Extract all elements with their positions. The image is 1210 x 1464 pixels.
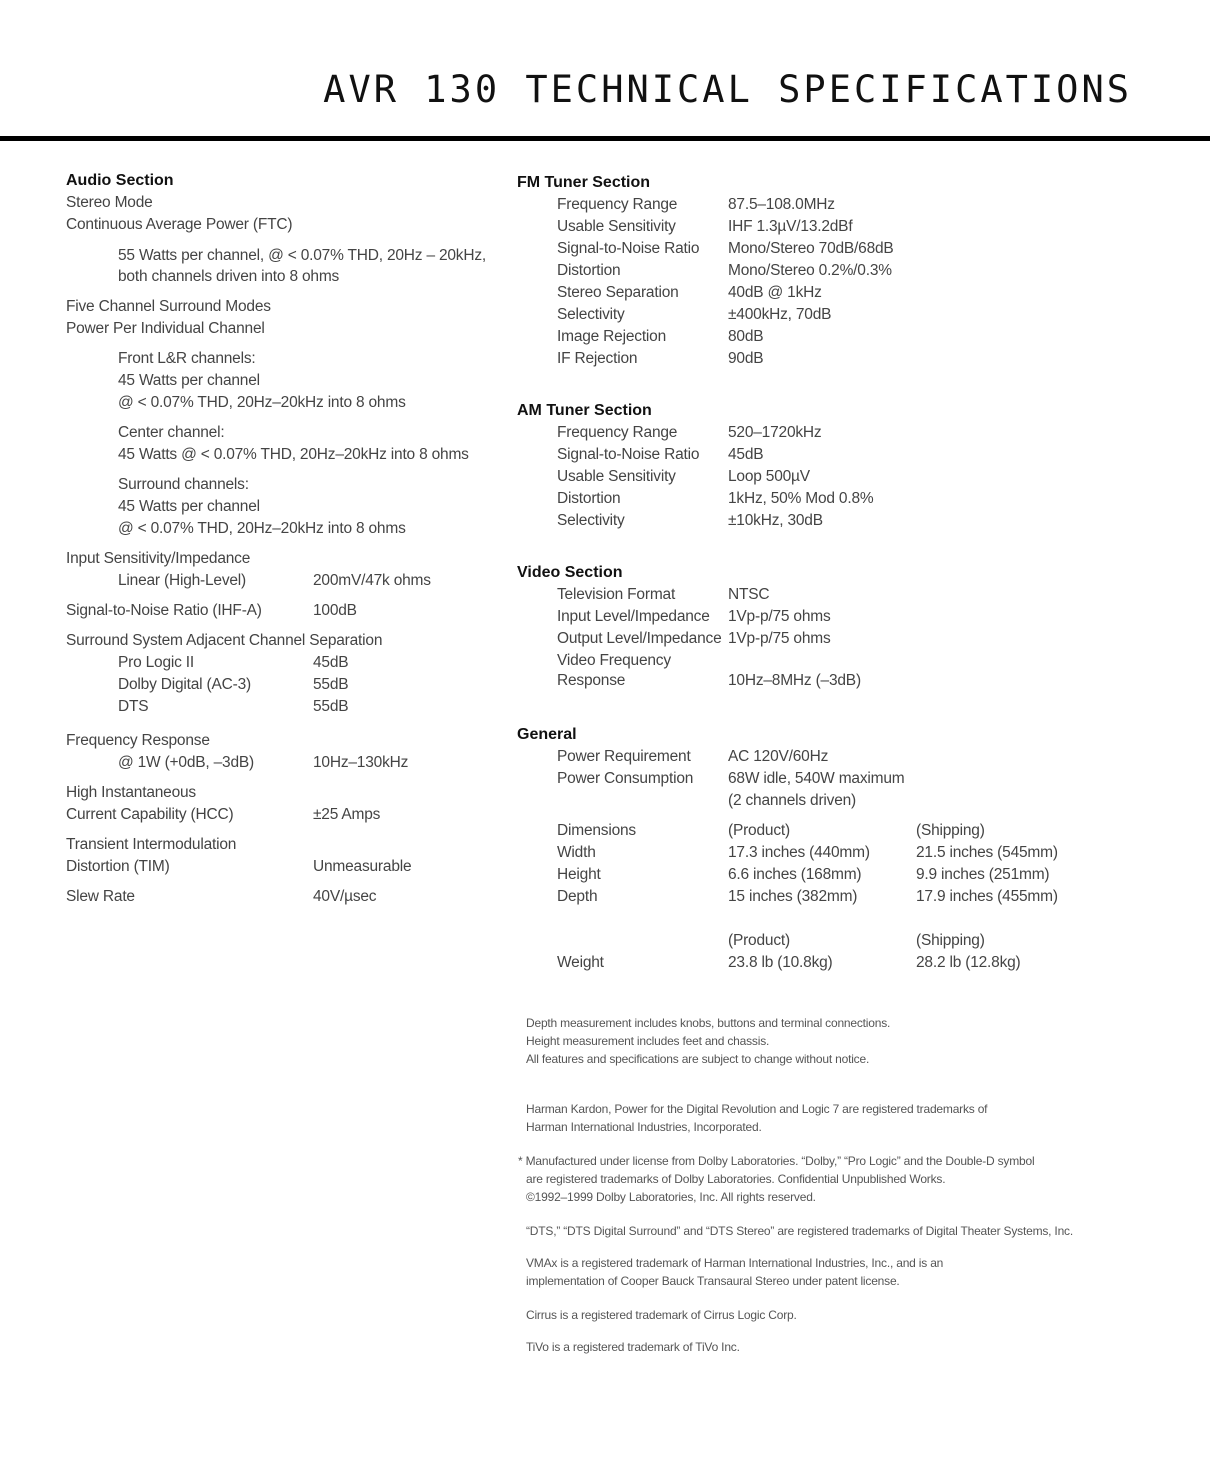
dimension-label: Height <box>557 866 601 883</box>
slew-rate-value: 40V/µsec <box>313 888 377 905</box>
surround-channels-label: Surround channels: <box>118 476 249 493</box>
fm-row-label: Stereo Separation <box>557 284 679 301</box>
footnote-line: * Manufactured under license from Dolby Laboratories. “Dolby,” “Pro Logic” and the Double-D symbol <box>518 1154 1035 1168</box>
footnote-line: ©1992–1999 Dolby Laboratories, Inc. All rights reserved. <box>526 1190 816 1204</box>
video-heading: Video Section <box>517 564 623 581</box>
dimension-shipping: 21.5 inches (545mm) <box>916 844 1058 861</box>
product-column-header: (Product) <box>728 822 790 839</box>
am-row-value: 1kHz, 50% Mod 0.8% <box>728 490 874 507</box>
weight-product-header: (Product) <box>728 932 790 949</box>
page-title: AVR 130 TECHNICAL SPECIFICATIONS <box>323 68 1132 111</box>
shipping-column-header: (Shipping) <box>916 822 985 839</box>
video-frequency-label-2: Response <box>557 672 626 689</box>
fm-row-label: Signal-to-Noise Ratio <box>557 240 700 257</box>
weight-product: 23.8 lb (10.8kg) <box>728 954 833 971</box>
pro-logic-label: Pro Logic II <box>118 654 195 671</box>
fm-row-value: 40dB @ 1kHz <box>728 284 822 301</box>
footnote-line: Harman Kardon, Power for the Digital Revolution and Logic 7 are registered trademarks of <box>526 1102 988 1116</box>
hcc-label: Current Capability (HCC) <box>66 806 234 823</box>
dts-label: DTS <box>118 698 149 715</box>
general-heading: General <box>517 726 577 743</box>
dolby-digital-label: Dolby Digital (AC-3) <box>118 676 251 693</box>
linear-value: 200mV/47k ohms <box>313 572 431 589</box>
per-channel-label: Power Per Individual Channel <box>66 320 265 337</box>
am-row-label: Signal-to-Noise Ratio <box>557 446 700 463</box>
fm-row-value: ±400kHz, 70dB <box>728 306 832 323</box>
fm-heading: FM Tuner Section <box>517 174 651 191</box>
five-channel-label: Five Channel Surround Modes <box>66 298 271 315</box>
footnote-line: All features and specifications are subject to change without notice. <box>526 1052 870 1066</box>
footnote-line: implementation of Cooper Bauck Transaural Stereo under patent license. <box>526 1274 900 1288</box>
dimension-shipping: 17.9 inches (455mm) <box>916 888 1058 905</box>
video-frequency-label-1: Video Frequency <box>557 652 671 669</box>
power-consumption-label: Power Consumption <box>557 770 694 787</box>
video-row-label: Output Level/Impedance <box>557 630 722 647</box>
am-row-value: Loop 500µV <box>728 468 810 485</box>
dolby-digital-value: 55dB <box>313 676 349 693</box>
header-rule <box>0 136 1210 141</box>
fm-row-value: 87.5–108.0MHz <box>728 196 835 213</box>
footnote-line: “DTS,” “DTS Digital Surround” and “DTS Stereo” are registered trademarks of Digital Theater Systems, Inc. <box>526 1224 1073 1238</box>
video-row-value: NTSC <box>728 586 770 603</box>
tim-value: Unmeasurable <box>313 858 412 875</box>
frequency-response-value: 10Hz–130kHz <box>313 754 409 771</box>
power-spec-line2: both channels driven into 8 ohms <box>118 268 340 285</box>
audio-heading: Audio Section <box>66 172 174 189</box>
power-consumption-value: 68W idle, 540W maximum <box>728 770 905 787</box>
fm-row-value: 90dB <box>728 350 764 367</box>
weight-shipping-header: (Shipping) <box>916 932 985 949</box>
front-channels-label: Front L&R channels: <box>118 350 256 367</box>
dts-value: 55dB <box>313 698 349 715</box>
fm-row-label: Selectivity <box>557 306 625 323</box>
am-row-value: ±10kHz, 30dB <box>728 512 823 529</box>
video-row-label: Television Format <box>557 586 676 603</box>
snr-value: 100dB <box>313 602 357 619</box>
fm-row-label: Distortion <box>557 262 621 279</box>
front-channels-line1: 45 Watts per channel <box>118 372 260 389</box>
am-row-value: 520–1720kHz <box>728 424 822 441</box>
video-frequency-value: 10Hz–8MHz (–3dB) <box>728 672 861 689</box>
fm-row-value: 80dB <box>728 328 764 345</box>
snr-label: Signal-to-Noise Ratio (IHF-A) <box>66 602 262 619</box>
fm-row-label: IF Rejection <box>557 350 638 367</box>
hcc-value: ±25 Amps <box>313 806 381 823</box>
surround-channels-line2: @ < 0.07% THD, 20Hz–20kHz into 8 ohms <box>118 520 406 537</box>
linear-label: Linear (High-Level) <box>118 572 247 589</box>
power-requirement-value: AC 120V/60Hz <box>728 748 829 765</box>
power-requirement-label: Power Requirement <box>557 748 691 765</box>
fm-row-label: Usable Sensitivity <box>557 218 676 235</box>
pro-logic-value: 45dB <box>313 654 349 671</box>
dimension-product: 6.6 inches (168mm) <box>728 866 862 883</box>
weight-shipping: 28.2 lb (12.8kg) <box>916 954 1021 971</box>
footnote-line: Depth measurement includes knobs, buttons and terminal connections. <box>526 1016 891 1030</box>
fm-row-value: Mono/Stereo 0.2%/0.3% <box>728 262 892 279</box>
dimension-label: Width <box>557 844 596 861</box>
dimension-label: Depth <box>557 888 598 905</box>
footnote-line: Height measurement includes feet and chassis. <box>526 1034 770 1048</box>
am-row-value: 45dB <box>728 446 764 463</box>
am-row-label: Frequency Range <box>557 424 678 441</box>
video-row-value: 1Vp-p/75 ohms <box>728 630 831 647</box>
frequency-response-condition: @ 1W (+0dB, –3dB) <box>118 754 254 771</box>
fm-row-value: IHF 1.3µV/13.2dBf <box>728 218 853 235</box>
front-channels-line2: @ < 0.07% THD, 20Hz–20kHz into 8 ohms <box>118 394 406 411</box>
dimension-product: 17.3 inches (440mm) <box>728 844 870 861</box>
transient-label: Transient Intermodulation <box>66 836 237 853</box>
input-sensitivity-label: Input Sensitivity/Impedance <box>66 550 251 567</box>
am-row-label: Selectivity <box>557 512 625 529</box>
am-heading: AM Tuner Section <box>517 402 652 419</box>
weight-label: Weight <box>557 954 604 971</box>
footnote-line: Harman International Industries, Incorporated. <box>526 1120 762 1134</box>
footnote-line: TiVo is a registered trademark of TiVo Inc. <box>526 1340 740 1354</box>
fm-row-label: Frequency Range <box>557 196 678 213</box>
fm-row-label: Image Rejection <box>557 328 667 345</box>
dimension-product: 15 inches (382mm) <box>728 888 858 905</box>
center-channel-label: Center channel: <box>118 424 225 441</box>
video-row-label: Input Level/Impedance <box>557 608 710 625</box>
stereo-mode-label: Stereo Mode <box>66 194 153 211</box>
footnote-line: VMAx is a registered trademark of Harman International Industries, Inc., and is an <box>526 1256 944 1270</box>
surround-separation-label: Surround System Adjacent Channel Separation <box>66 632 383 649</box>
tim-label: Distortion (TIM) <box>66 858 170 875</box>
fm-row-value: Mono/Stereo 70dB/68dB <box>728 240 894 257</box>
frequency-response-label: Frequency Response <box>66 732 210 749</box>
am-row-label: Distortion <box>557 490 621 507</box>
am-row-label: Usable Sensitivity <box>557 468 676 485</box>
dimension-shipping: 9.9 inches (251mm) <box>916 866 1050 883</box>
center-channel-line1: 45 Watts @ < 0.07% THD, 20Hz–20kHz into 8 ohms <box>118 446 469 463</box>
slew-rate-label: Slew Rate <box>66 888 135 905</box>
footnote-line: are registered trademarks of Dolby Laboratories. Confidential Unpublished Works. <box>526 1172 946 1186</box>
power-consumption-note: (2 channels driven) <box>728 792 857 809</box>
high-instantaneous-label: High Instantaneous <box>66 784 196 801</box>
dimensions-label: Dimensions <box>557 822 636 839</box>
surround-channels-line1: 45 Watts per channel <box>118 498 260 515</box>
power-spec-line1: 55 Watts per channel, @ < 0.07% THD, 20Hz – 20kHz, <box>118 247 487 264</box>
continuous-power-label: Continuous Average Power (FTC) <box>66 216 293 233</box>
footnote-line: Cirrus is a registered trademark of Cirrus Logic Corp. <box>526 1308 797 1322</box>
video-row-value: 1Vp-p/75 ohms <box>728 608 831 625</box>
